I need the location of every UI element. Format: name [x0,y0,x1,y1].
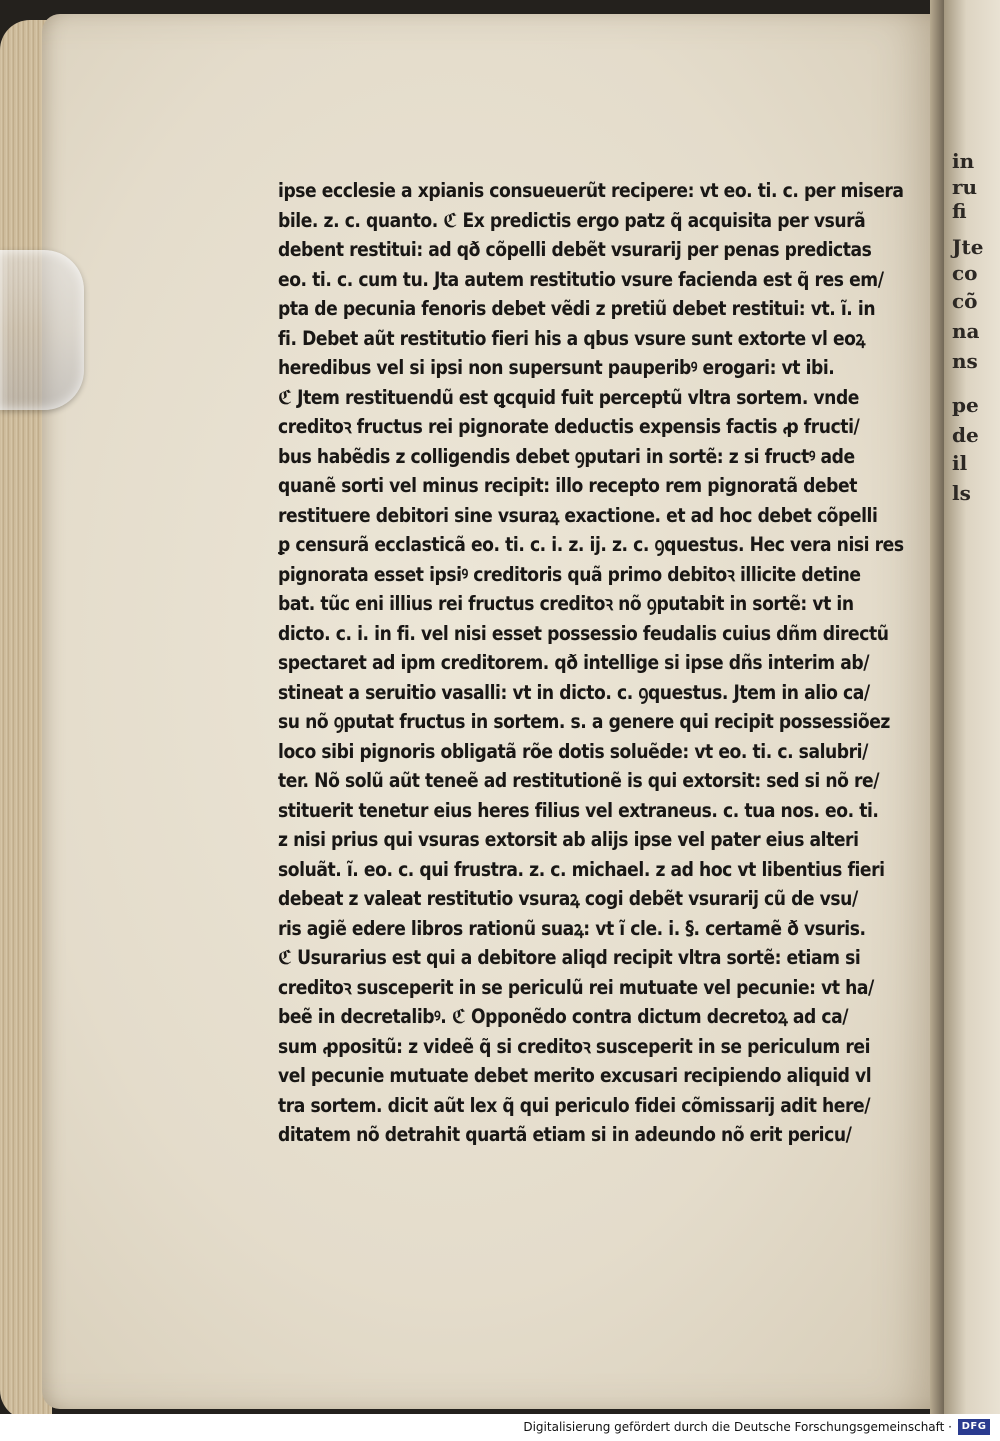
recto-text-fragment: na [952,319,980,343]
text-line: eo. ti. c. cum tu. Jta autem restitutio vsure facienda est q̃ res em/ [278,267,884,291]
text-line: beẽ in decretalibꝰ. ℭ Opponẽdo contra dictum decretoꝝ ad ca/ [278,1005,849,1028]
text-line: ℭ Jtem restituendũ est ꝗcquid fuit perceptũ vltra sortem. vnde [278,385,860,409]
recto-text-fragment: ns [952,349,978,373]
recto-text-fragment: Jte [952,235,984,259]
text-line: creditoꝛ susceperit in se periculũ rei mutuate vel pecunie: vt ha/ [278,975,874,999]
text-line: bus habẽdis z colligendis debet ꝯputari in sortẽ: z si fructꝰ ade [278,444,855,468]
text-line: creditoꝛ fructus rei pignorate deductis expensis factis ꝓ fructi/ [278,415,860,438]
text-line: loco sibi pignoris obligatã rõe dotis soluẽde: vt eo. ti. c. salubri/ [278,739,868,763]
text-line: spectaret ad ipm creditorem. qð intellige si ipse dñs interim ab/ [278,651,870,674]
text-line: ditatem nõ detrahit quartã etiam si in adeundo nõ erit pericu/ [278,1123,852,1146]
printed-text-block [278,176,904,1150]
recto-text-fragment: de [952,423,979,447]
recto-text-fragment: pe [952,393,979,417]
text-line: ℭ Usurarius est qui a debitore aliqd recipit vltra sortẽ: etiam si [278,946,861,969]
text-line: sum ꝓpositũ: z videẽ q̃ si creditoꝛ susceperit in se periculum rei [278,1034,871,1058]
text-line: su nõ ꝯputat fructus in sortem. s. a genere qui recipit possessiõez [278,710,890,733]
recto-text-fragment: in [952,149,975,173]
digitization-footer [0,1414,1000,1441]
funding-credit: Digitalisierung gefördert durch die Deutsche Forschungsgemeinschaft · [523,1420,952,1434]
text-line: ter. Nõ solũ aũt teneẽ ad restitutionẽ is qui extorsit: sed si nõ re/ [278,769,880,792]
text-line: stineat a seruitio vasalli: vt in dicto. c. ꝯquestus. Jtem in alio ca/ [278,680,870,704]
text-line: debeat z valeat restitutio vsuraꝝ cogi debẽt vsurarij cũ de vsu/ [278,887,858,910]
recto-text-fragment: ru [952,175,978,199]
text-line: vel pecunie mutuate debet merito excusari recipiendo aliquid vl [278,1064,872,1087]
text-line: ꝑ censurã ecclasticã eo. ti. c. i. z. ij. z. c. ꝯquestus. Hec vera nisi res [278,533,904,556]
page-weight-clip [0,250,84,410]
text-line: soluãt. ĩ. eo. c. qui frustra. z. c. michael. z ad hoc vt libentius fieri [278,857,885,881]
text-line: fi. Debet aũt restitutio fieri his a qbus vsure sunt extorte vl eoꝝ [278,326,865,350]
text-line: z nisi prius qui vsuras extorsit ab alijs ipse vel pater eius alteri [278,828,859,851]
recto-text-fragment: ls [952,481,971,505]
recto-page-fragment [944,0,1000,1420]
text-line: ris agiẽ edere libros rationũ suaꝝ: vt ĩ cle. i. §. certamẽ ð vsuris. [278,916,866,940]
text-line: pignorata esset ipsiꝰ creditoris quã primo debitoꝛ illicite detine [278,562,861,586]
recto-text-fragment: fi [952,199,967,223]
text-line: dicto. c. i. in fi. vel nisi esset possessio feudalis cuius dñm directũ [278,621,889,645]
text-line: quanẽ sorti vel minus recipit: illo recepto rem pignoratã debet [278,474,857,497]
text-line: debent restitui: ad qð cõpelli debẽt vsurarij per penas predictas [278,238,872,261]
text-line: stituerit tenetur eius heres filius vel extraneus. c. tua nos. eo. ti. [278,798,879,822]
text-line: pta de pecunia fenoris debet vẽdi z pretiũ debet restitui: vt. ĩ. in [278,297,876,320]
dfg-logo: DFG [958,1419,990,1435]
recto-text-fragment: cõ [952,289,978,313]
recto-text-fragment: il [952,451,968,475]
recto-text-fragment: co [952,261,978,285]
text-line: tra sortem. dicit aũt lex q̃ qui periculo fidei cõmissarij adit here/ [278,1093,871,1117]
text-line: ipse ecclesie a xpianis consueuerũt recipere: vt eo. ti. c. per misera [278,179,904,202]
text-line: bat. tũc eni illius rei fructus creditoꝛ nõ ꝯputabit in sortẽ: vt in [278,592,854,615]
text-line: restituere debitori sine vsuraꝝ exactione. et ad hoc debet cõpelli [278,503,878,527]
text-line: bile. z. c. quanto. ℭ Ex predictis ergo patz q̃ acquisita per vsurã [278,208,866,232]
text-line: heredibus vel si ipsi non supersunt pauperibꝰ erogari: vt ibi. [278,356,835,379]
